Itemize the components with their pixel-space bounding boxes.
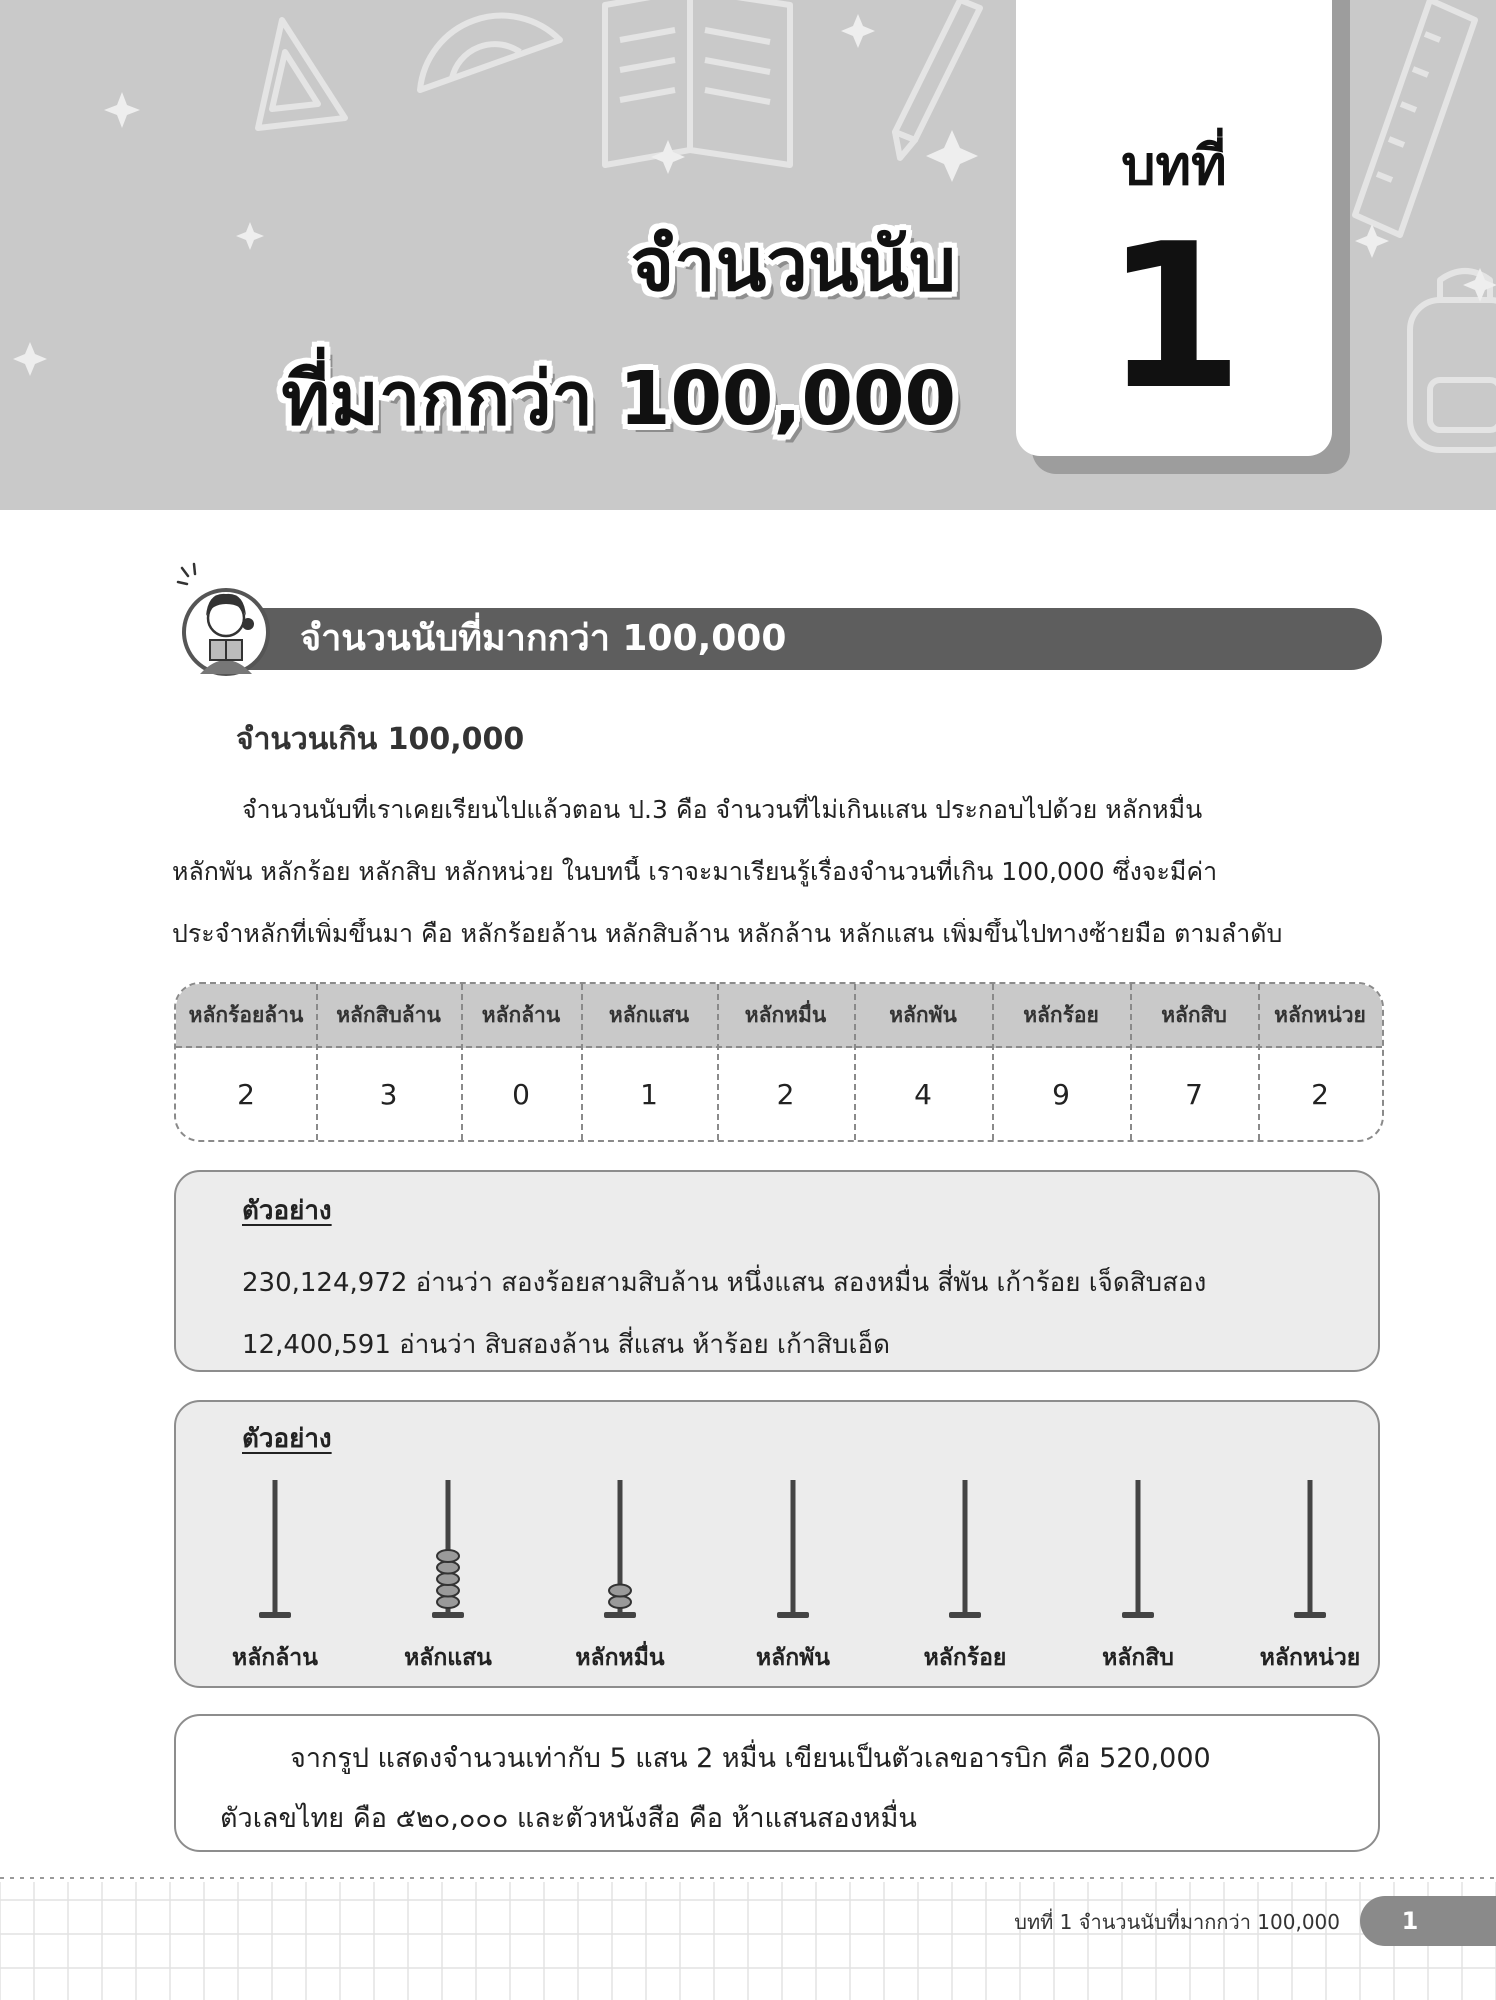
table-value-cell: 4 [914, 1077, 932, 1111]
rod-stick [1308, 1480, 1313, 1614]
table-column-divider [461, 984, 463, 1140]
table-column-divider [1130, 984, 1132, 1140]
intro-paragraph-line2: หลักพัน หลักร้อย หลักสิบ หลักหน่วย ในบทนี้ เราจะมาเรียนรู้เรื่องจำนวนที่เกิน 100,000 ซึ่งจะมีค่า [172, 857, 1218, 886]
abacus-rod [1294, 1480, 1326, 1618]
rod-stick [791, 1480, 796, 1614]
rod-base [777, 1612, 809, 1618]
example-label: ตัวอย่าง [242, 1424, 332, 1454]
table-header-cell: หลักสิบล้าน [336, 1002, 441, 1027]
chapter-card [1016, 0, 1332, 456]
rod-base [432, 1612, 464, 1618]
table-value-cell: 2 [1311, 1077, 1329, 1111]
table-header-cell: หลักสิบ [1161, 1002, 1227, 1027]
abacus-bead [437, 1596, 459, 1608]
table-value-cell: 3 [379, 1077, 398, 1111]
table-value-cell: 7 [1185, 1077, 1203, 1111]
table-column-divider [854, 984, 856, 1140]
abacus-bead [609, 1585, 631, 1597]
rod-base [949, 1612, 981, 1618]
abacus-bead [609, 1596, 631, 1608]
example-line: 230,124,972 อ่านว่า สองร้อยสามสิบล้าน หนึ่งแสน สองหมื่น สี่พัน เก้าร้อย เจ็ดสิบสอง [242, 1268, 1207, 1298]
rod-label: หลักร้อย [923, 1645, 1007, 1671]
abacus-bead [437, 1562, 459, 1574]
table-column-divider [992, 984, 994, 1140]
example-line: 12,400,591 อ่านว่า สิบสองล้าน สี่แสน ห้าร้อย เก้าสิบเอ็ด [242, 1330, 891, 1360]
chapter-banner [0, 0, 1496, 510]
section-title: จำนวนนับที่มากกว่า 100,000 [300, 618, 787, 659]
rod-label: หลักพัน [755, 1645, 831, 1671]
page-number: 1 [1401, 1907, 1419, 1935]
footer-grid-pattern [0, 1876, 1496, 2000]
chapter-number: 1 [1104, 201, 1244, 434]
abacus-bead [437, 1573, 459, 1585]
student-reading-icon [176, 562, 276, 682]
table-column-divider [316, 984, 318, 1140]
subheading: จำนวนเกิน 100,000 [236, 722, 525, 757]
rod-label: หลักแสน [404, 1645, 492, 1671]
rod-base [1122, 1612, 1154, 1618]
table-value-cell: 2 [776, 1077, 795, 1111]
summary-line2: ตัวเลขไทย คือ ๕๒๐,๐๐๐ และตัวหนังสือ คือ ห้าแสนสองหมื่น [220, 1803, 917, 1834]
table-value-cell: 0 [512, 1077, 530, 1111]
rod-stick [273, 1480, 278, 1614]
abacus-rod [432, 1480, 464, 1618]
abacus-bead [437, 1585, 459, 1597]
table-value-cell: 1 [640, 1077, 658, 1111]
rod-base [259, 1612, 291, 1618]
table-header-cell: หลักร้อยล้าน [188, 1002, 304, 1027]
rod-label: หลักล้าน [232, 1645, 318, 1671]
table-header-cell: หลักพัน [889, 1002, 957, 1027]
table-header-cell: หลักหมื่น [744, 1002, 827, 1027]
place-value-table [174, 982, 1384, 1142]
example-label: ตัวอย่าง [242, 1196, 332, 1226]
chapter-label: บทที่ [1121, 134, 1227, 197]
example-box-abacus [174, 1400, 1380, 1688]
rod-stick [963, 1480, 968, 1614]
rod-base [604, 1612, 636, 1618]
rod-label: หลักหมื่น [575, 1645, 665, 1671]
intro-paragraph-line3: ประจำหลักที่เพิ่มขึ้นมา คือ หลักร้อยล้าน หลักสิบล้าน หลักล้าน หลักแสน เพิ่มขึ้นไปทางซ้ายมือ ตามลำดับ [172, 919, 1283, 948]
table-value-cell: 9 [1052, 1077, 1070, 1111]
abacus-rod [949, 1480, 981, 1618]
table-column-divider [1258, 984, 1260, 1140]
chapter-title-line2: ที่มากกว่า 100,000 [281, 356, 956, 442]
abacus-rod [604, 1480, 636, 1618]
table-column-divider [581, 984, 583, 1140]
summary-line1: จากรูป แสดงจำนวนเท่ากับ 5 แสน 2 หมื่น เขียนเป็นตัวเลขอารบิก คือ 520,000 [290, 1743, 1211, 1774]
table-value-cell: 2 [237, 1077, 255, 1111]
rod-label: หลักหน่วย [1259, 1645, 1361, 1671]
rod-stick [1136, 1480, 1141, 1614]
abacus-rod [777, 1480, 809, 1618]
table-header-cell: หลักแสน [608, 1002, 690, 1027]
intro-paragraph-line1: จำนวนนับที่เราเคยเรียนไปแล้วตอน ป.3 คือ จำนวนที่ไม่เกินแสน ประกอบไปด้วย หลักหมื่น [242, 795, 1203, 824]
running-footer-title: บทที่ 1 จำนวนนับที่มากกว่า 100,000 [1014, 1910, 1340, 1934]
table-header-cell: หลักล้าน [481, 1002, 561, 1027]
table-header-cell: หลักหน่วย [1274, 1002, 1366, 1027]
abacus-bead [437, 1550, 459, 1562]
table-header-cell: หลักร้อย [1023, 1002, 1099, 1027]
rod-label: หลักสิบ [1102, 1645, 1174, 1671]
rod-base [1294, 1612, 1326, 1618]
abacus-rod [1122, 1480, 1154, 1618]
chapter-title-line1: จำนวนนับ [630, 222, 956, 308]
summary-box [174, 1714, 1380, 1852]
abacus-rod [259, 1480, 291, 1618]
example-box-reading [174, 1170, 1380, 1372]
table-column-divider [717, 984, 719, 1140]
